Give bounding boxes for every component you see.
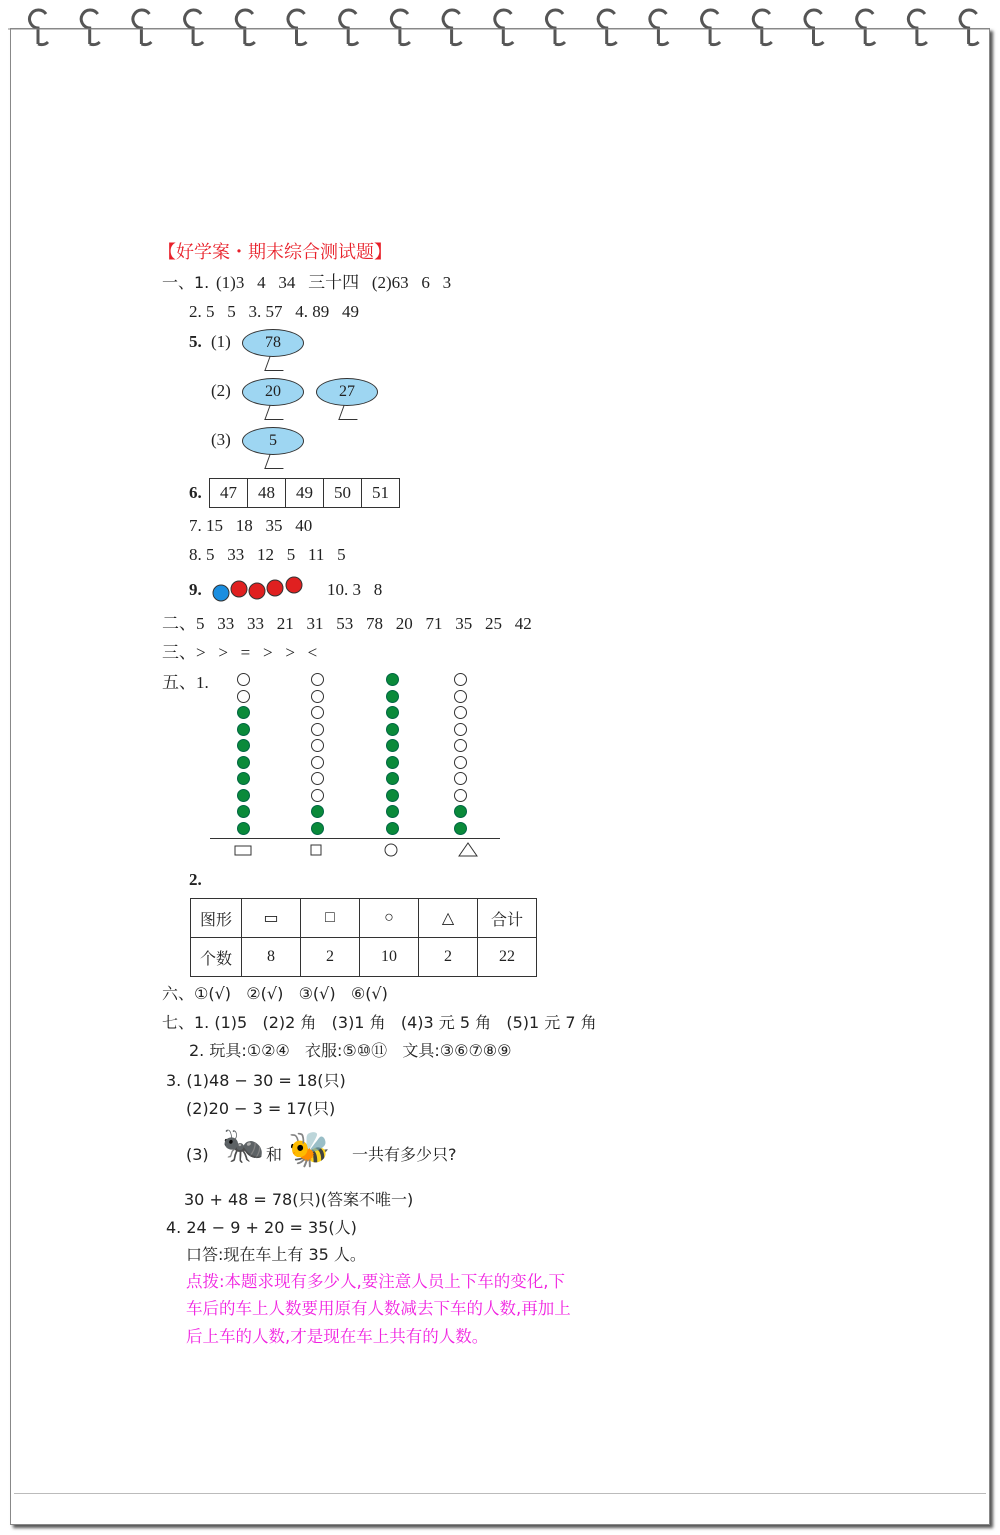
q5-label: 5. bbox=[189, 332, 202, 351]
table-cell: □ bbox=[301, 899, 360, 938]
bead bbox=[237, 673, 250, 686]
shape-labels bbox=[225, 840, 485, 860]
bead bbox=[237, 772, 250, 785]
table-cell: 8 bbox=[242, 938, 301, 977]
number-cell: 49 bbox=[286, 479, 324, 507]
table-cell: 2 bbox=[419, 938, 478, 977]
section-2: 二、5 33 33 21 31 53 78 20 71 35 25 42 bbox=[162, 614, 532, 633]
bead bbox=[311, 772, 324, 785]
q8: 8. 5 33 12 5 11 5 bbox=[189, 545, 346, 564]
footer-line bbox=[14, 1493, 986, 1494]
s7-line2: 2. 玩具:①②④ 衣服:⑤⑩⑪ 文具:③⑥⑦⑧⑨ bbox=[189, 1041, 512, 1060]
circle-icon bbox=[385, 844, 397, 856]
table-cell: 个数 bbox=[191, 938, 242, 977]
table-cell: 10 bbox=[360, 938, 419, 977]
rectangle-icon bbox=[235, 846, 251, 855]
bead bbox=[386, 673, 399, 686]
q5-3-label: (3) bbox=[211, 430, 231, 449]
bead bbox=[386, 822, 399, 835]
bead bbox=[311, 706, 324, 719]
square-icon bbox=[311, 845, 321, 855]
q5-1-label: (1) bbox=[211, 332, 231, 351]
bead bbox=[311, 805, 324, 818]
s1-q1-answer: (1)3 4 34 三十四 (2)63 6 3 bbox=[216, 273, 452, 292]
s7-line3: 3. (1)48 − 30 = 18(只) bbox=[166, 1071, 346, 1090]
bead bbox=[237, 706, 250, 719]
bead bbox=[311, 690, 324, 703]
bead bbox=[311, 739, 324, 752]
bead bbox=[311, 789, 324, 802]
s7-line8: 口答:现在车上有 35 人。 bbox=[186, 1245, 366, 1264]
bead bbox=[237, 822, 250, 835]
bead bbox=[454, 673, 467, 686]
beads-icon bbox=[208, 574, 308, 604]
table-cell: ○ bbox=[360, 899, 419, 938]
bead bbox=[237, 723, 250, 736]
s7-line1: 七、1. (1)5 (2)2 角 (3)1 角 (4)3 元 5 角 (5)1 元 7 角 bbox=[162, 1013, 597, 1032]
bead bbox=[454, 772, 467, 785]
number-cell: 47 bbox=[210, 479, 248, 507]
bead bbox=[386, 756, 399, 769]
bead bbox=[237, 805, 250, 818]
triangle-icon bbox=[459, 843, 477, 856]
bead bbox=[237, 690, 250, 703]
table-cell: ▭ bbox=[242, 899, 301, 938]
ant-icon: 🐜 bbox=[222, 1128, 265, 1165]
bee-icon: 🐝 bbox=[288, 1132, 331, 1169]
tip-line: 车后的车上人数要用原有人数减去下车的人数,再加上 bbox=[186, 1299, 571, 1318]
bead bbox=[386, 690, 399, 703]
table-cell: 合计 bbox=[478, 899, 537, 938]
q10: 10. 3 8 bbox=[327, 580, 383, 599]
table-cell: △ bbox=[419, 899, 478, 938]
section-6: 六、①(√) ②(√) ③(√) ⑥(√) bbox=[162, 984, 388, 1003]
bead bbox=[386, 789, 399, 802]
balloon: 27 bbox=[316, 378, 378, 406]
section-3: 三、> > = > > < bbox=[162, 643, 318, 662]
table-cell: 图形 bbox=[191, 899, 242, 938]
bead bbox=[386, 723, 399, 736]
bead bbox=[311, 822, 324, 835]
table-cell: 2 bbox=[301, 938, 360, 977]
bead bbox=[311, 756, 324, 769]
bead bbox=[311, 723, 324, 736]
tip-line: 后上车的人数,才是现在车上共有的人数。 bbox=[186, 1327, 489, 1346]
bead bbox=[386, 706, 399, 719]
number-cell: 51 bbox=[372, 483, 389, 502]
bead bbox=[454, 723, 467, 736]
spiral-binding-icon bbox=[0, 0, 1000, 60]
number-sequence-boxes bbox=[209, 478, 400, 508]
bead bbox=[454, 706, 467, 719]
tip-line: 点拨:本题求现有多少人,要注意人员上下车的变化,下 bbox=[186, 1272, 566, 1291]
s7-line7: 4. 24 − 9 + 20 = 35(人) bbox=[166, 1218, 357, 1237]
bead bbox=[454, 789, 467, 802]
bead bbox=[386, 772, 399, 785]
q9-label: 9. bbox=[189, 580, 202, 599]
s1-q2-4: 2. 5 5 3. 57 4. 89 49 bbox=[189, 302, 359, 321]
bead bbox=[237, 789, 250, 802]
q5-2-label: (2) bbox=[211, 381, 231, 400]
s7-line5b: 和 bbox=[266, 1145, 283, 1164]
bead bbox=[311, 673, 324, 686]
number-cell: 48 bbox=[248, 479, 286, 507]
bead bbox=[454, 822, 467, 835]
section-title: 【好学案・期末综合测试题】 bbox=[158, 242, 392, 263]
number-cell: 50 bbox=[324, 479, 362, 507]
table-cell: 22 bbox=[478, 938, 537, 977]
s7-line5a: (3) bbox=[186, 1145, 209, 1164]
bead bbox=[237, 739, 250, 752]
balloon: 20 bbox=[242, 378, 304, 406]
bead bbox=[454, 756, 467, 769]
baseline bbox=[210, 838, 500, 839]
bead bbox=[386, 805, 399, 818]
s5-q2-label: 2. bbox=[189, 870, 202, 889]
balloon: 5 bbox=[242, 427, 304, 455]
shape-count-table bbox=[190, 898, 537, 977]
bead bbox=[454, 690, 467, 703]
bead bbox=[237, 756, 250, 769]
q6-label: 6. bbox=[189, 483, 202, 502]
bead bbox=[454, 805, 467, 818]
s7-line6: 30 + 48 = 78(只)(答案不唯一) bbox=[184, 1190, 414, 1209]
bead bbox=[386, 739, 399, 752]
s1-q1-label: 一、1. bbox=[162, 273, 210, 292]
s7-line5c: 一共有多少只? bbox=[352, 1145, 457, 1164]
balloon: 78 bbox=[242, 329, 304, 357]
section-5-label: 五、1. bbox=[162, 673, 209, 692]
q7: 7. 15 18 35 40 bbox=[189, 516, 313, 535]
s7-line4: (2)20 − 3 = 17(只) bbox=[186, 1099, 336, 1118]
bead bbox=[454, 739, 467, 752]
